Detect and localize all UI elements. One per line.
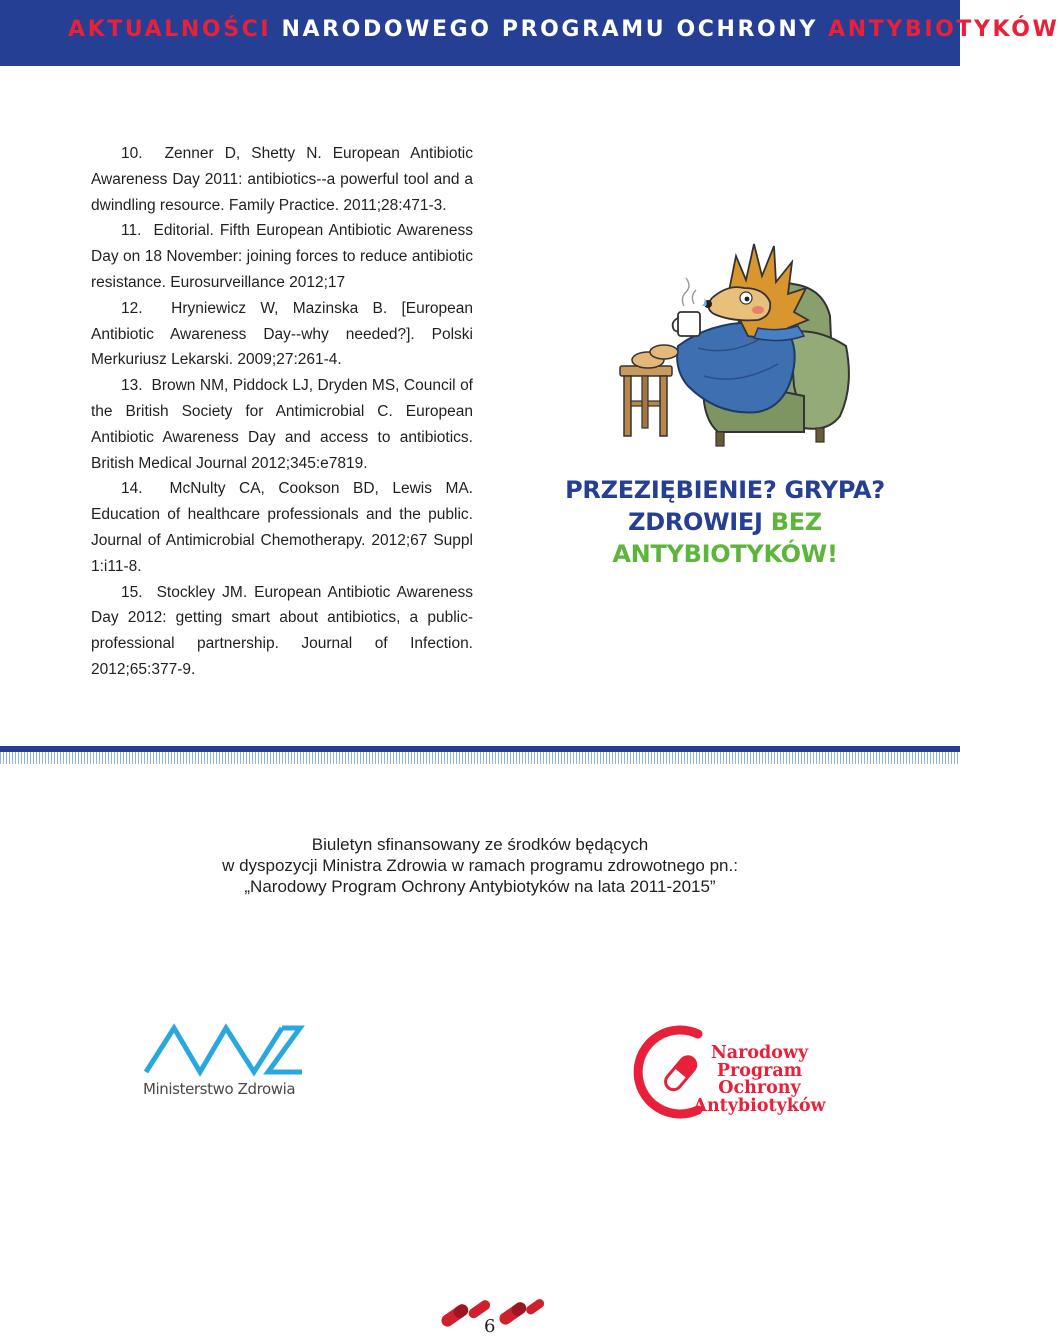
reference-number: 14. [121,480,143,498]
reference-number: 13. [121,377,143,395]
reference-number: 15. [121,583,143,601]
feet-icon [632,345,678,368]
pill-icon [524,1297,546,1316]
reference-text: Zenner D, Shetty N. European Antibiotic Awareness Day 2011: antibiotics--a powerful tool and a dwindling resource. Family Practice. 2011;28:471-3. [91,145,473,214]
reference-text: Stockley JM. European Antibiotic Awareness Day 2012: getting smart about antibiotics, a public-professional partnership. Journal of Infection. 2012;65:377-9. [91,583,473,678]
section-divider-hatch [0,752,960,764]
reference-number: 12. [121,299,143,317]
reference-item [91,476,473,579]
sick-hedgehog-illustration [608,236,858,460]
ministry-logo-label: Ministerstwo Zdrowia [143,1080,296,1098]
program-logo-line-2: Program [716,1060,803,1081]
stool-icon [620,366,672,436]
mug-icon [673,278,707,336]
program-logo-line-3: Ochrony [718,1078,801,1098]
reference-text: Hryniewicz W, Mazinska B. [European Antibiotic Awareness Day--why needed?]. Polski Merkuriusz Lekarski. 2009;27:261-4. [91,299,473,369]
page-number: 6 [484,1316,496,1337]
program-logo-line-1: Narodowy [710,1043,809,1063]
slogan-line-2-part-1: ZDROWIEJ [628,508,763,536]
reference-item [91,218,473,295]
campaign-slogan [520,474,930,570]
funding-line-3: „Narodowy Program Ochrony Antybiotyków na lata 2011-2015” [244,877,716,896]
reference-item [91,580,473,683]
reference-item [91,141,473,218]
page-title [68,17,1059,42]
references-list [91,141,473,683]
reference-item [91,373,473,476]
title-word-2: NARODOWEGO PROGRAMU OCHRONY [281,17,818,42]
title-word-3: ANTYBIOTYKÓW [828,17,1059,42]
funding-line-2: w dyspozycji Ministra Zdrowia w ramach programu zdrowotnego pn.: [222,856,738,875]
program-logo-line-4: Antybiotyków [693,1095,826,1116]
slogan-line-2-part-2: BEZ ANTYBIOTYKÓW! [612,508,838,568]
reference-text: Editorial. Fifth European Antibiotic Awareness Day on 18 November: joining forces to reduce antibiotic resistance. Eurosurveillance 2012;17 [91,222,473,291]
funding-line-1: Biuletyn sfinansowany ze środków będących [311,835,649,854]
reference-text: McNulty CA, Cookson BD, Lewis MA. Education of healthcare professionals and the public. Journal of Antimicrobial Chemotherapy. 2012;67 Suppl 1:i11-8. [91,480,473,575]
title-word-1: AKTUALNOŚCI [68,17,272,42]
slogan-line-1: PRZEZIĘBIENIE? GRYPA? [565,476,885,504]
pill-icon [497,1300,528,1327]
reference-number: 10. [121,145,143,162]
funding-note [180,834,780,897]
reference-text: Brown NM, Piddock LJ, Dryden MS, Council of the British Society for Antimicrobial C. European Antibiotic Awareness Day and access to antibiotics. British Medical Journal 2012;345:e7819. [91,377,473,472]
reference-item [91,296,473,373]
reference-number: 11. [121,222,142,240]
header-band [0,0,1059,66]
program-logo-text [682,1045,837,1115]
pill-icon [439,1302,470,1329]
